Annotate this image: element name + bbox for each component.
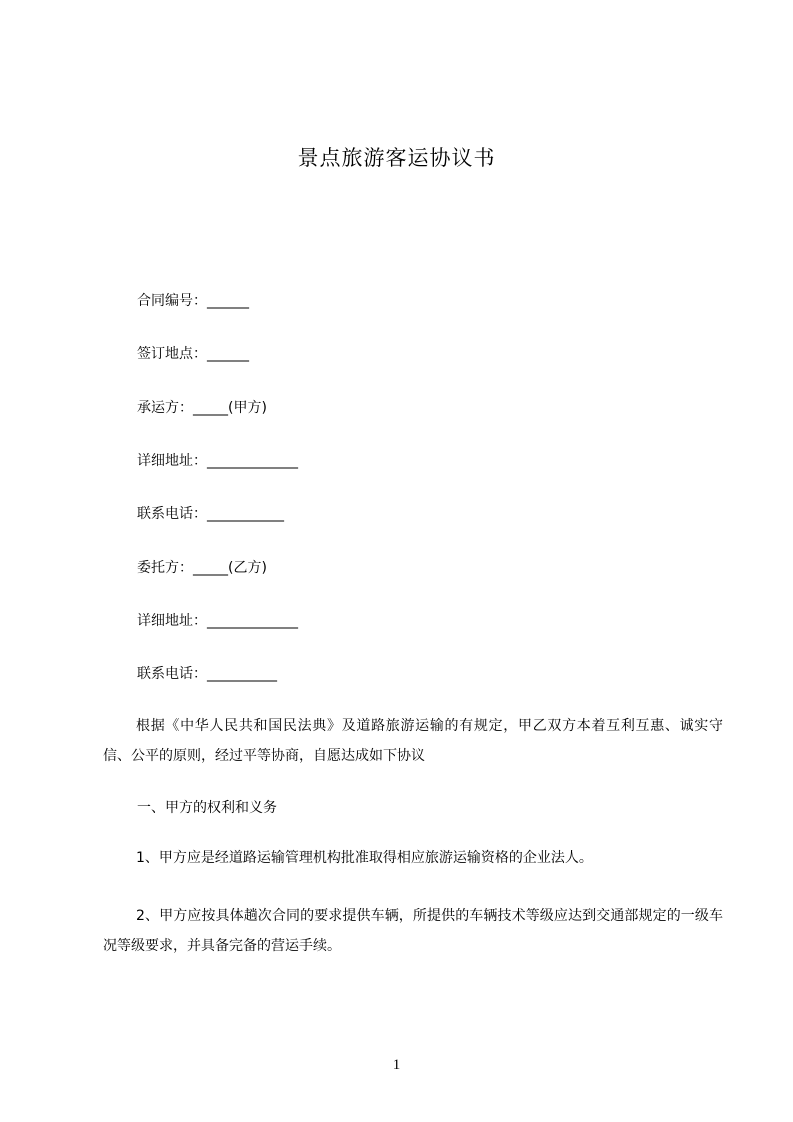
carrier-field: 承运方：_____(甲方) bbox=[137, 400, 267, 416]
clause-2: 2、甲方应按具体趟次合同的要求提供车辆，所提供的车辆技术等级应达到交通部规定的一级车况等级要求，并具备完备的营运手续。 bbox=[103, 908, 723, 954]
section-heading: 一、甲方的权利和义务 bbox=[137, 800, 277, 816]
page-number: 1 bbox=[392, 1057, 401, 1073]
clause-1: 1、甲方应是经道路运输管理机构批准取得相应旅游运输资格的企业法人。 bbox=[136, 850, 593, 866]
carrier-phone-field: 联系电话：___________ bbox=[137, 506, 284, 522]
contract-number-field: 合同编号：______ bbox=[137, 293, 249, 309]
intro-paragraph: 根据《中华人民共和国民法典》及道路旅游运输的有规定，甲乙双方本着互利互惠、诚实守信、公平的原则，经过平等协商，自愿达成如下协议 bbox=[103, 718, 723, 764]
client-field: 委托方：_____(乙方) bbox=[137, 560, 267, 576]
document-title: 景点旅游客运协议书 bbox=[297, 146, 496, 170]
client-address-field: 详细地址：_____________ bbox=[137, 613, 298, 629]
signing-place-field: 签订地点：______ bbox=[137, 346, 249, 362]
client-phone-field: 联系电话：__________ bbox=[137, 666, 277, 682]
carrier-address-field: 详细地址：_____________ bbox=[137, 453, 298, 469]
